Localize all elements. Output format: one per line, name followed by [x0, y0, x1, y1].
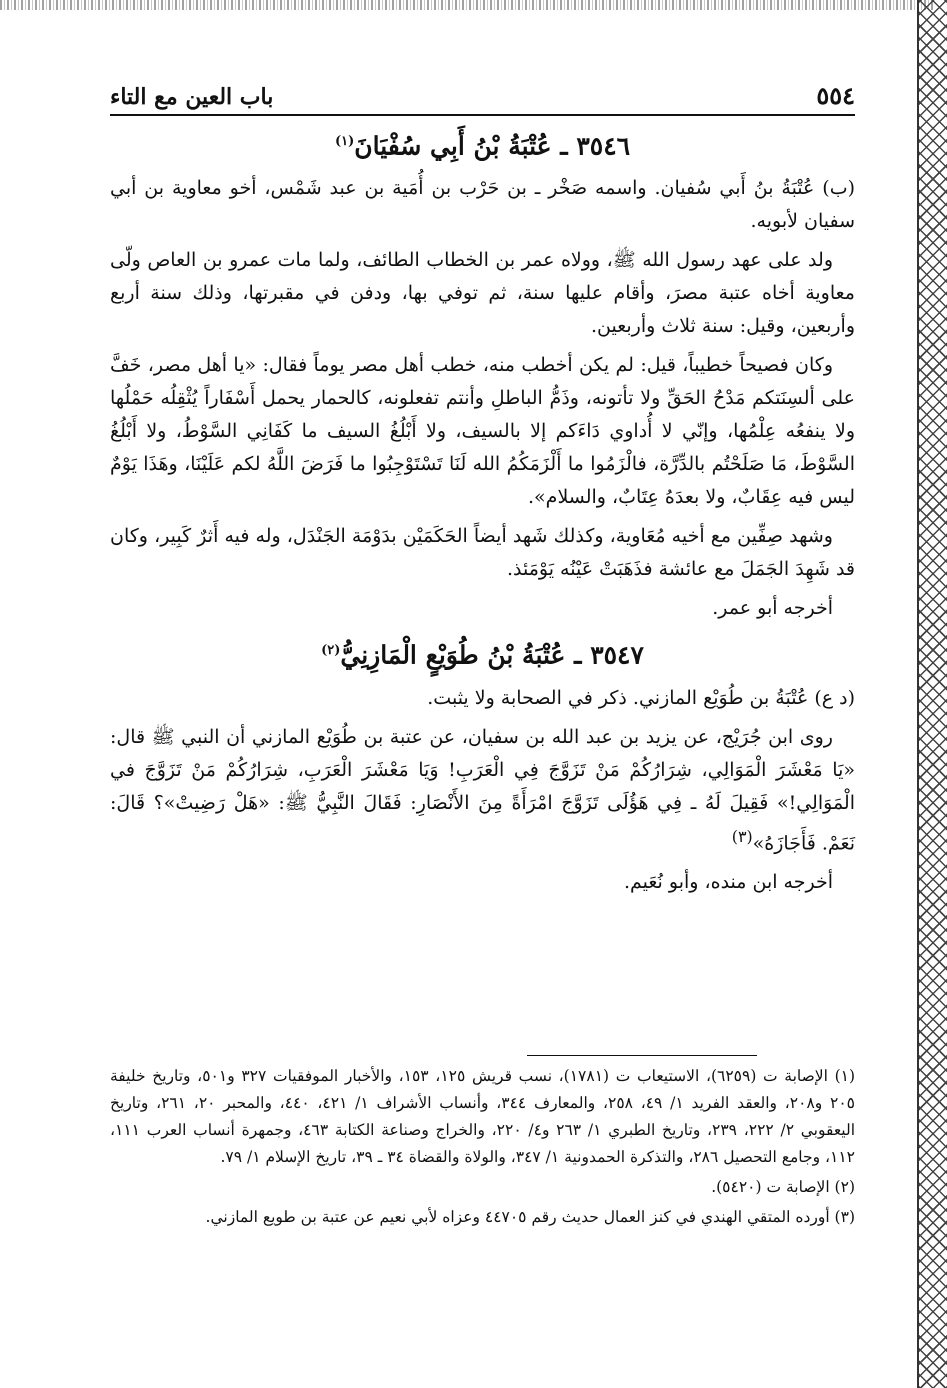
footnote: (٣) أورده المتقي الهندي في كنز العمال حديث رقم ٤٤٧٠٥ وعزاه لأبي نعيم عن عتبة بن طويع المازني.: [205, 1208, 855, 1226]
ornamental-border-top: [0, 0, 935, 10]
page-header: [110, 70, 855, 116]
entry-title-text: ٣٥٤٧ ـ عُتْبَةُ بْنُ طُوَيْعٍ الْمَازِنِيُّ: [340, 640, 644, 670]
running-head: باب العين مع التاء: [110, 84, 274, 110]
footnote-divider: [527, 1055, 757, 1056]
main-text: [110, 122, 855, 905]
paragraph: ولد على عهد رسول الله ﷺ، وولاه عمر بن الخطاب الطائف، ولما مات عمرو بن العاص ولّى معاوية أخاه عتبة مصرَ، وأقام عليها سنة، ثم توفي بها، ودفن في مقبرتها، وذلك سنة أربع وأربعين، وقيل: سنة ثلاث وأربعين.: [110, 249, 855, 338]
paragraph: أخرجه أبو عمر.: [712, 597, 833, 620]
paragraph: [110, 721, 855, 860]
paragraph: وكان فصيحاً خطيباً، قيل: لم يكن أخطب منه، خطب أهل مصر يوماً فقال: «يا أهل مصر، خَفَّ على ألسِنَتكم مَدْحُ الحَقِّ ولا تأتونه، وذَمُّ الباطلِ وأنتم تفعلونه، كالحمار يحمل أَسْفَاراً يُثْقِلُه حَمْلُها ولا ينفعُه عِلْمُها، وإنّي لا أُداوي دَاءَكم إلا بالسيف، ولا أَبْلُغُ السيف ما كَفَانِي السَّوْطُ، ولا أَبْلُغُ السَّوْطَ، مَا صَلَحْتُم بالدِّرَّة، فالْزَمُوا ما أَلْزَمَكُمُ الله لَنَا تَسْتَوْجِبُوا ما فَرَضَ اللَّهُ لكم عَلَيْنَا، وهَذَا يَوْمٌ ليس فيه عِقَابٌ، ولا بعدَهُ عِتَابٌ، والسلام».: [110, 354, 855, 509]
footnote: (١) الإصابة ت (٦٢٥٩)، الاستيعاب ت (١٧٨١)، نسب قريش ١٢٥، ١٥٣، والأخبار الموفقيات ٣٢٧ و٥٠١، وتاريخ خليفة ٢٠٥ و٢٠٨، والعقد الفريد ١/ ٤٩، ٢٥٨، والمعارف ٣٤٤، وأنساب الأشراف ١/ ٤٢١، ٤٤٠، والمحبر ٢٠، ٢٦١، وتاريخ اليعقوبي ٢/ ٢٢٢، ٢٣٩، وتاريخ الطبري ١/ ٢٦٣ و٤/ ٢٢٠، والخراج وصناعة الكتابة ٤٦٣، وجمهرة أنساب العرب ١١١، ١١٢، وجامع التحصيل ٢٨٦، والتذكرة الحمدونية ١/ ٣٤٧، والولاة والقضاة ٣٤ ـ ٣٩، تاريخ الإسلام ١/ ٧٩.: [110, 1067, 856, 1166]
ornamental-border-right: [917, 0, 947, 1388]
entry-title-3547: [110, 631, 855, 675]
entry-title-3546: [110, 122, 855, 166]
footnote-ref: (٣): [731, 826, 753, 846]
paragraph: (د ع) عُتْبَةُ بن طُوَيْع المازني. ذكر في الصحابة ولا يثبت.: [427, 686, 855, 709]
hadith-text: روى ابن جُرَيْج، عن يزيد بن عبد الله بن سفيان، عن عتبة بن طُوَيْع المازني أن النبي ﷺ قال: «يَا مَعْشَرَ الْمَوَالِي، شِرَارُكُمْ مَنْ تَزَوَّجَ فِي الْعَرَبِ! وَيَا مَعْشَرَ الْعَرَبِ، شِرَارُكُمْ مَنْ تَزَوَّجَ في الْمَوَالِي!» فَقِيلَ لَهُ ـ فِي هَؤُلَى تَزَوَّجَ امْرَأَةً مِنَ الأَنْصَارِ: فَقَالَ النَّبِيُّ ﷺ: «هَلْ رَضِيتْ»؟ قَالَ: نَعَمْ. فَأَجَازَهُ»: [110, 725, 855, 854]
footnote: (٢) الإصابة ت (٥٤٢٠).: [711, 1178, 855, 1196]
page-number: ٥٥٤: [816, 81, 855, 110]
footnote-ref: (٢): [321, 643, 341, 659]
paragraph: أخرجه ابن منده، وأبو نُعَيم.: [623, 870, 833, 893]
footnote-ref: (١): [334, 134, 355, 149]
paragraph: (ب) عُتْبَةُ بنُ أَبي سُفيان. واسمه صَخْر ـ بن حَرْب بن أُمَية بن عبد شَمْس، أخو معاوية بن أبي سفيان لأبويه.: [110, 177, 855, 233]
entry-title-text: ٣٥٤٦ ـ عُتْبَةُ بْنُ أَبِي سُفْيَانَ: [354, 131, 631, 161]
paragraph: وشهد صِفِّين مع أخيه مُعَاوية، وكذلك شَهد أيضاً الحَكَمَيْن بدَوْمَة الجَنْدَل، وله فيه أَثرٌ كَبِير، وكان قد شَهِدَ الجَمَلَ مع عائشة فذَهَبَتْ عَيْنُه يَوْمَئذ.: [110, 525, 855, 581]
footnotes: [110, 1063, 855, 1234]
